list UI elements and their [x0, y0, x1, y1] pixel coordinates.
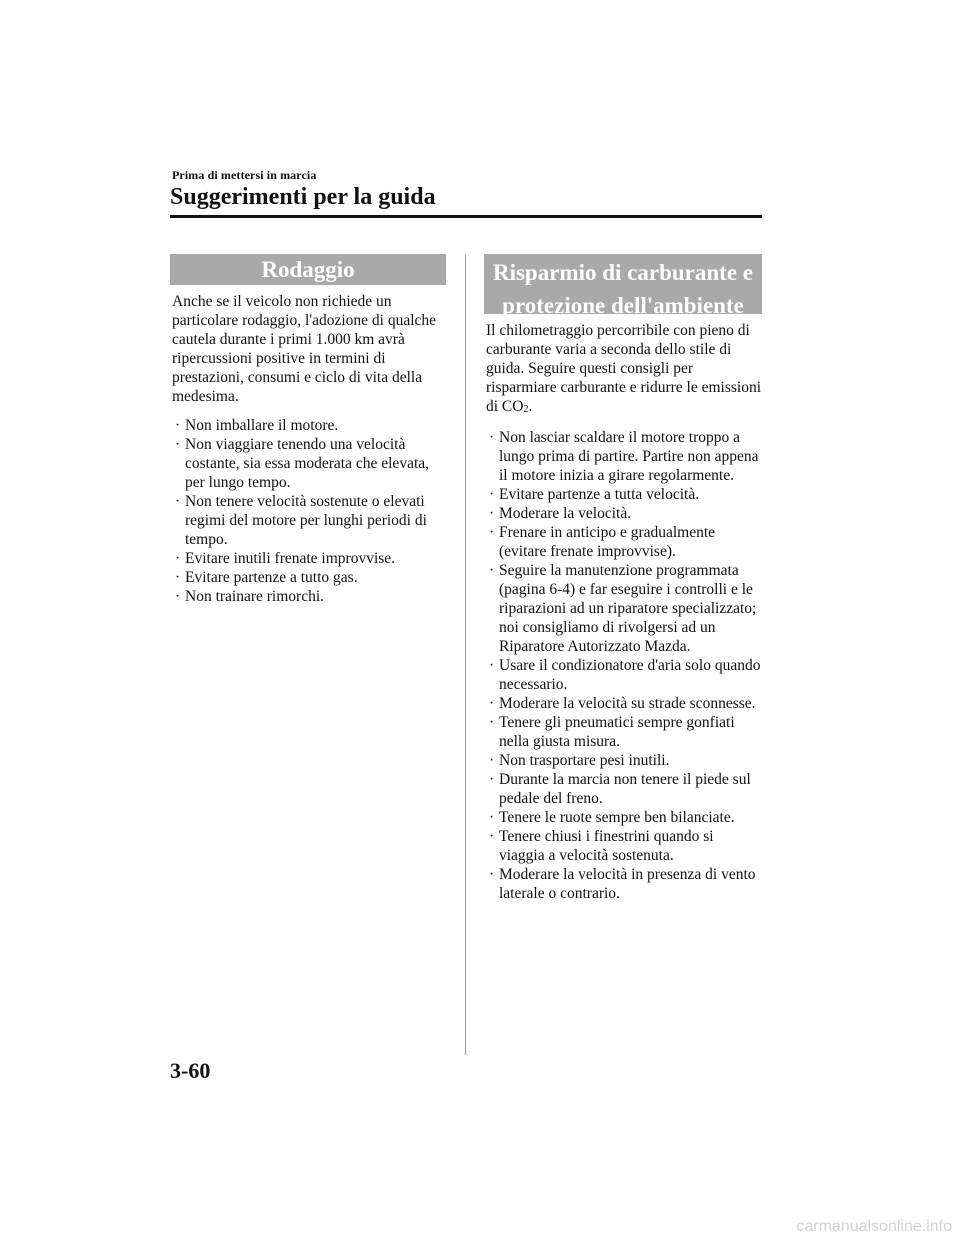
list-item [486, 523, 762, 561]
list-item-text: Durante la marcia non tenere il piede sul pedale del freno. [499, 771, 751, 807]
bullet-dot-icon: · [175, 569, 181, 586]
list-item-text: Moderare la velocità. [499, 505, 632, 522]
right-intro-text: Il chilometraggio percorribile con pieno di carburante varia a seconda dello stile di guida. Seguire questi consigli per risparmiare carburante e ridurre le emissioni di CO [486, 322, 762, 415]
section-heading-line-1: Risparmio di carburante e [492, 260, 753, 285]
list-item [486, 751, 762, 770]
section-heading-risparmio [484, 254, 762, 318]
list-item [486, 504, 762, 523]
list-item-text: Evitare partenze a tutta velocità. [499, 486, 700, 503]
bullet-dot-icon: · [489, 524, 495, 541]
watermark: carmanualsonline.info [796, 1218, 952, 1235]
left-column [172, 292, 446, 606]
right-intro-end: . [528, 398, 533, 415]
bullet-dot-icon: · [175, 417, 181, 434]
bullet-dot-icon: · [489, 562, 495, 579]
list-item-text: Non imballare il motore. [185, 417, 339, 434]
list-item [486, 713, 762, 751]
list-item [486, 485, 762, 504]
bullet-dot-icon: · [175, 436, 181, 453]
list-item [486, 656, 762, 694]
section-heading-line-2: protezione dell'ambiente [502, 293, 744, 318]
section-kicker: Prima di mettersi in marcia [172, 168, 317, 182]
left-bullet-list [172, 416, 446, 606]
list-item [486, 808, 762, 827]
list-item-text: Tenere gli pneumatici sempre gonfiati nella giusta misura. [499, 714, 735, 750]
list-item [486, 694, 762, 713]
bullet-dot-icon: · [489, 714, 495, 731]
list-item [486, 561, 762, 656]
bullet-dot-icon: · [489, 695, 495, 712]
list-item-text: Tenere le ruote sempre ben bilanciate. [499, 809, 735, 826]
list-item-text: Seguire la manutenzione programmata (pagina 6-4) e far eseguire i controlli e le riparazioni ad un riparatore specializzato; noi consigliamo di rivolgersi ad un Riparatore Autorizzato Mazda. [499, 562, 757, 655]
bullet-dot-icon: · [489, 828, 495, 845]
list-item-text: Frenare in anticipo e gradualmente (evitare frenate improvvise). [499, 524, 716, 560]
list-item-text: Non trasportare pesi inutili. [499, 752, 670, 769]
bullet-dot-icon: · [175, 588, 181, 605]
column-divider [465, 255, 466, 1055]
list-item-text: Moderare la velocità su strade sconnesse. [499, 695, 756, 712]
bullet-dot-icon: · [489, 809, 495, 826]
list-item-text: Non viaggiare tenendo una velocità costante, sia essa moderata che elevata, per lungo tempo. [185, 436, 430, 491]
bullet-dot-icon: · [175, 493, 181, 510]
list-item [486, 827, 762, 865]
bullet-dot-icon: · [175, 550, 181, 567]
list-item [172, 549, 446, 568]
list-item [486, 865, 762, 903]
section-heading-rodaggio: Rodaggio [170, 254, 446, 285]
list-item [486, 770, 762, 808]
list-item-text: Tenere chiusi i finestrini quando si viaggia a velocità sostenuta. [499, 828, 714, 864]
list-item [172, 568, 446, 587]
co2-subscript: 2 [523, 404, 529, 415]
title-rule [170, 215, 762, 218]
list-item-text: Evitare inutili frenate improvvise. [185, 550, 396, 567]
right-intro-paragraph [486, 321, 762, 418]
bullet-dot-icon: · [489, 486, 495, 503]
bullet-dot-icon: · [489, 505, 495, 522]
list-item [172, 435, 446, 492]
bullet-dot-icon: · [489, 752, 495, 769]
list-item [172, 416, 446, 435]
list-item-text: Non tenere velocità sostenute o elevati regimi del motore per lunghi periodi di tempo. [185, 493, 427, 548]
bullet-dot-icon: · [489, 429, 495, 446]
right-bullet-list [486, 428, 762, 903]
right-column [486, 321, 762, 903]
page-title: Suggerimenti per la guida [170, 184, 436, 210]
list-item [486, 428, 762, 485]
left-intro-paragraph: Anche se il veicolo non richiede un particolare rodaggio, l'adozione di qualche cautela durante i primi 1.000 km avrà ripercussioni positive in termini di prestazioni, consumi e ciclo di vita della medesima. [172, 293, 437, 405]
list-item-text: Non lasciar scaldare il motore troppo a lungo prima di partire. Partire non appena il motore inizia a girare regolarmente. [499, 429, 759, 484]
list-item [172, 587, 446, 606]
list-item-text: Non trainare rimorchi. [185, 588, 325, 605]
list-item-text: Usare il condizionatore d'aria solo quando necessario. [499, 657, 761, 693]
list-item-text: Evitare partenze a tutto gas. [185, 569, 358, 586]
list-item-text: Moderare la velocità in presenza di vento laterale o contrario. [499, 866, 756, 902]
list-item [172, 492, 446, 549]
bullet-dot-icon: · [489, 866, 495, 883]
bullet-dot-icon: · [489, 771, 495, 788]
bullet-dot-icon: · [489, 657, 495, 674]
page-number: 3-60 [170, 1058, 211, 1083]
